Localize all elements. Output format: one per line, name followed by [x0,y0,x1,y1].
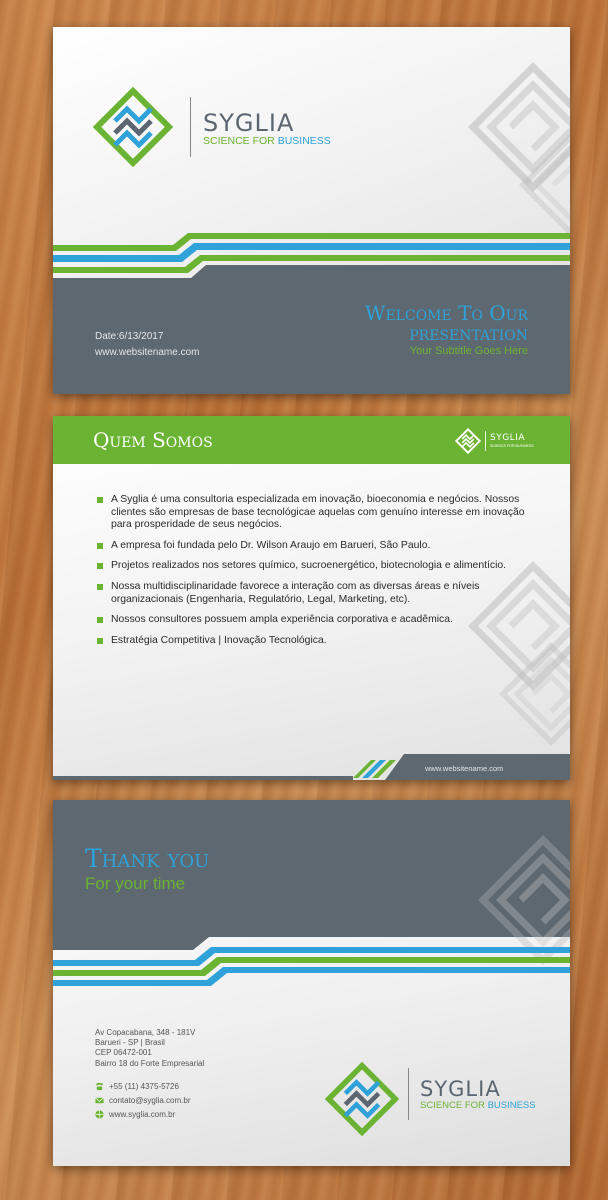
syglia-logo-icon [325,1062,399,1136]
about-slide [53,416,570,780]
small-logo-divider [485,431,486,451]
contact-address [95,1028,204,1069]
bullet-item: A Syglia é uma consultoria especializada em inovação, bioeconomia e negócios. Nossos clientes são empresas de base tecnológicae aquelas com genuíno interesse em inovação para prosperidade de seus negócios. [97,494,537,532]
contact-email [95,1096,191,1105]
about-website: www.websitename.com [425,764,504,773]
logo-tagline [203,135,331,147]
cover-date: Date:6/13/2017 [95,331,164,342]
email-text: contato@syglia.com.br [109,1096,191,1105]
syglia-logo-small-icon [455,428,481,454]
address-line: CEP 06472-001 [95,1048,152,1058]
cover-subtitle: Your Subtitle Goes Here [409,345,528,357]
cover-title-line1: Welcome To Our [364,301,528,325]
contact-website [95,1110,175,1119]
logo-tagline-part1: SCIENCE FOR [420,1100,488,1111]
address-line: Bairro 18 do Forte Empresarial [95,1058,205,1068]
bullet-item: Nossos consultores possuem ampla experiência corporativa e acadêmica. [97,614,537,627]
logo-name: SYGLIA [420,1077,501,1101]
thanks-slide [53,800,570,1166]
logo-tagline-part2: BUSINESS [277,135,331,147]
logo-divider [190,97,191,157]
about-bullet-list [97,494,537,655]
bullet-item: Estratégia Competitiva | Inovação Tecnológica. [97,635,537,648]
bullet-item: Projetos realizados nos setores químico, sucroenergético, biotecnologia e alimentício. [97,560,537,573]
logo-tagline [420,1100,536,1111]
globe-icon [95,1110,104,1119]
email-icon [95,1096,104,1105]
contact-phone [95,1082,179,1091]
address-line: Barueri - SP | Brasil [95,1038,165,1048]
small-logo-tagline: SCIENCE FOR BUSINESS [490,444,534,448]
bullet-item: A empresa foi fundada pelo Dr. Wilson Araujo em Barueri, São Paulo. [97,540,537,553]
logo-tagline-part2: BUSINESS [487,1100,536,1111]
logo-divider [408,1068,409,1120]
logo-name: SYGLIA [203,109,295,137]
phone-icon [95,1082,104,1091]
cover-slide [53,27,570,394]
thanks-title: Thank you [85,844,210,873]
thanks-subtitle: For your time [85,874,186,893]
syglia-logo-icon [93,87,173,167]
cover-website: www.websitename.com [95,347,200,358]
bullet-item: Nossa multidisciplinaridade favorece a interação com as diversas áreas e níveis organizacionais (Engenharia, Regulatório, Legal, Marketing, etc). [97,581,537,606]
about-title: Quem Somos [93,428,213,452]
logo-tagline-part1: SCIENCE FOR [203,135,278,147]
phone-text: +55 (11) 4375-5726 [109,1082,179,1091]
cover-title-line2: presentation [409,321,528,345]
small-logo-name: SYGLIA [490,433,526,443]
address-line: Av Copacabana, 348 - 181V [95,1028,196,1037]
site-text: www.syglia.com.br [109,1110,176,1119]
